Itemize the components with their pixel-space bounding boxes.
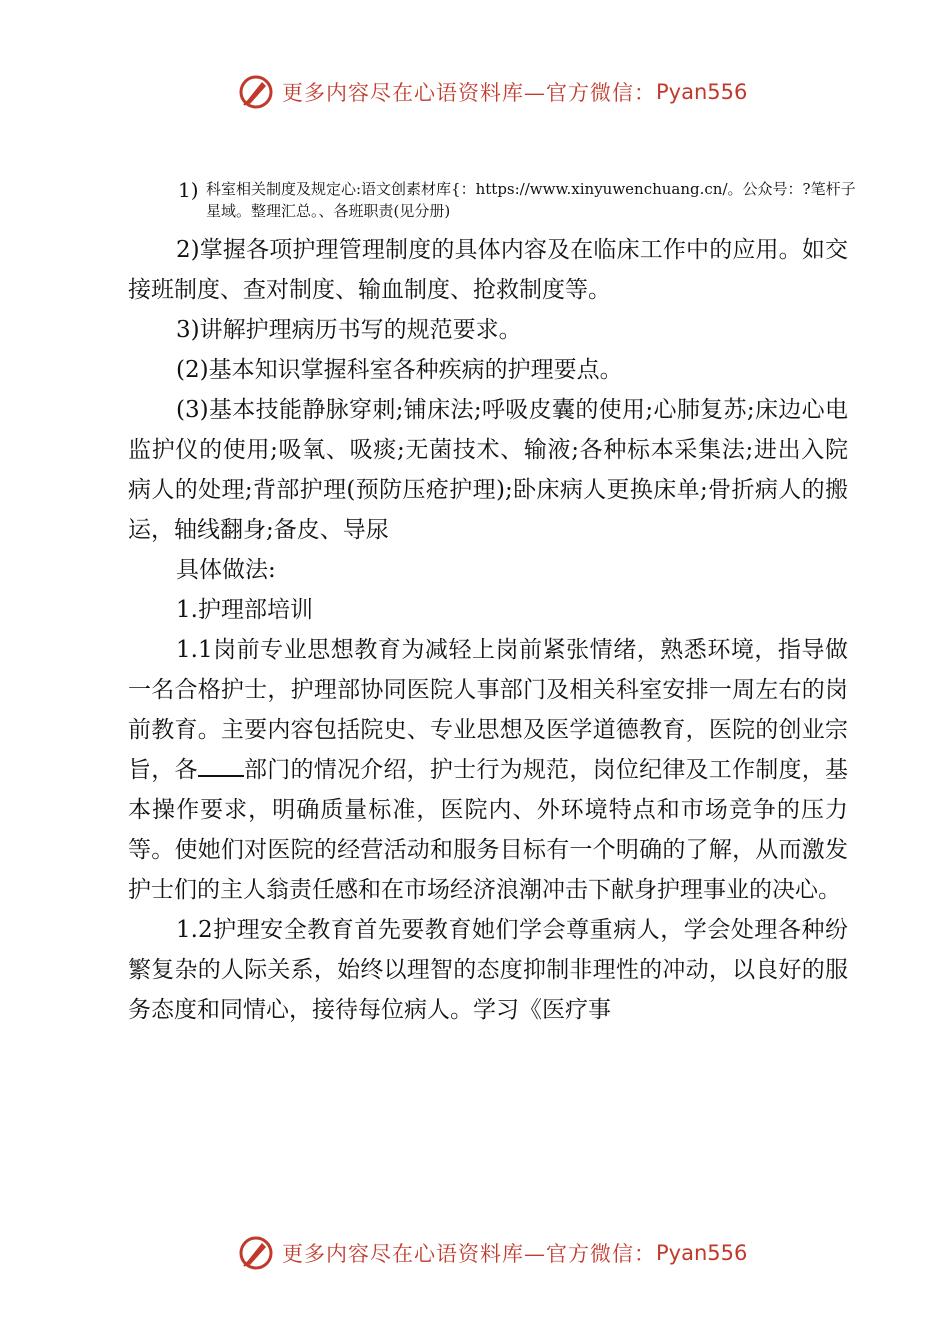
- paragraph: 具体做法:: [176, 557, 276, 583]
- document-body: [128, 230, 848, 1030]
- paragraph-1-2: 1.2护理安全教育首先要教育她们学会尊重病人，学会处理各种纷繁复杂的人际关系，始终以理智的态度抑制非理性的冲动，以良好的服务态度和同情心，接待每位病人。学习《医疗事: [128, 917, 848, 1023]
- section-heading: 1.护理部培训: [176, 597, 313, 623]
- header-text: 更多内容尽在心语资料库—官方微信：: [282, 81, 656, 105]
- paragraph-1-1: [128, 630, 848, 910]
- header-wechat-id: Pyan556: [656, 80, 748, 104]
- header-watermark: [238, 72, 747, 112]
- paragraph: (3)基本技能静脉穿刺;铺床法;呼吸皮囊的使用;心肺复苏;床边心电监护仪的使用;吸氧、吸痰;无菌技术、输液;各种标本采集法;进出入院病人的处理;背部护理(预防压疮护理);卧床病人更换床单;骨折病人的搬运，轴线翻身;备皮、导尿: [128, 397, 848, 543]
- item1-number: 1): [178, 178, 199, 202]
- paragraph: 2)掌握各项护理管理制度的具体内容及在临床工作中的应用。如交接班制度、查对制度、输血制度、抢救制度等。: [128, 237, 848, 303]
- paragraph-1-1-part-b: 部门的情况介绍，护士行为规范，岗位纪律及工作制度，基本操作要求，明确质量标准，医院内、外环境特点和市场竞争的压力等。使她们对医院的经营活动和服务目标有一个明确的了解，从而激发护士们的主人翁责任感和在市场经济浪潮冲击下献身护理事业的决心。: [128, 757, 849, 903]
- item1-text: 科室相关制度及规定心:语文创素材库{：https://www.xinyuwenchuang.cn/。公众号：?笔杆子星域。整理汇总。、各班职责(见分册): [206, 180, 856, 220]
- paragraph-1-1-part-a: 1.1岗前专业思想教育为减轻上岗前紧张情绪，熟悉环境，指导做一名合格护士，护理部协同医院人事部门及相关科室安排一周左右的岗前教育。主要内容包括院史、专业思想及医学道德教育，医院的创业宗旨，各: [128, 637, 848, 783]
- fill-blank: [198, 755, 244, 777]
- pen-logo-icon: [238, 74, 274, 110]
- list-item-1: [178, 178, 858, 222]
- footer-wechat-id: Pyan556: [656, 1241, 748, 1265]
- footer-watermark: [238, 1233, 747, 1273]
- paragraph: (2)基本知识掌握科室各种疾病的护理要点。: [176, 357, 623, 383]
- paragraph: 3)讲解护理病历书写的规范要求。: [176, 317, 522, 343]
- footer-text: 更多内容尽在心语资料库—官方微信：: [282, 1242, 656, 1266]
- pen-logo-icon: [238, 1235, 274, 1271]
